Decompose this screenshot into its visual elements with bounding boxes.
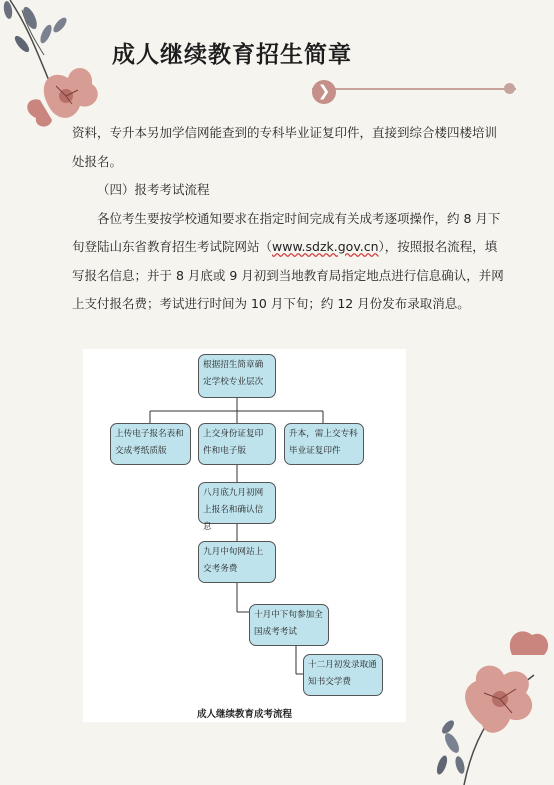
flowchart-caption: 成人继续教育成考流程 [196, 709, 292, 720]
flow-box-admission: 十二月初发录取通知书交学费 [303, 654, 383, 696]
flow-box-register-online: 八月底九月初网上报名和确认信息 [198, 482, 276, 524]
flow-box-submit-id: 上交身份证复印件和电子版 [198, 423, 276, 465]
page-title: 成人继续教育招生简章 [112, 42, 352, 68]
flow-box-upload-form: 上传电子报名表和交成考纸质版 [110, 423, 191, 465]
chevron-right-icon: ❯ [312, 80, 336, 104]
section-subheading: （四）报考考试流程 [97, 182, 210, 197]
flow-box-take-exam: 十月中下旬参加全国成考考试 [249, 604, 329, 646]
flowchart-figure [83, 349, 406, 722]
paragraph-process [72, 205, 508, 319]
header-divider-dot [504, 83, 515, 94]
website-url: www.sdzk.gov.cn [272, 239, 379, 254]
header-divider-line [312, 88, 516, 90]
paragraph-process-part1: 各位考生要按学校通知要求在指定时间完成有关成考逐项操作，约 8 月下旬登陆山东省教育招生考试院网站（ [72, 210, 501, 254]
flow-box-pay-fee: 九月中旬网站上交考务费 [198, 541, 276, 583]
paragraph-materials: 资料，专升本另加学信网能查到的专科毕业证复印件，直接到综合楼四楼培训处报名。 [72, 125, 498, 169]
body-text [72, 119, 508, 319]
paragraph-process-part2: ），按照报名流程，填写报名信息；并于 8 月底或 9 月初到当地教育局指定地点进行信息确认，并网上支付报名费；考试进行时间为 10 月下旬；约 12 月份发布录取消息。 [72, 239, 504, 311]
floral-decoration-bottom-right [424, 615, 554, 785]
flow-box-confirm-level: 根据招生简章确定学校专业层次 [198, 354, 276, 398]
flow-box-upgrade-diploma: 升本，需上交专科毕业证复印件 [284, 423, 364, 465]
